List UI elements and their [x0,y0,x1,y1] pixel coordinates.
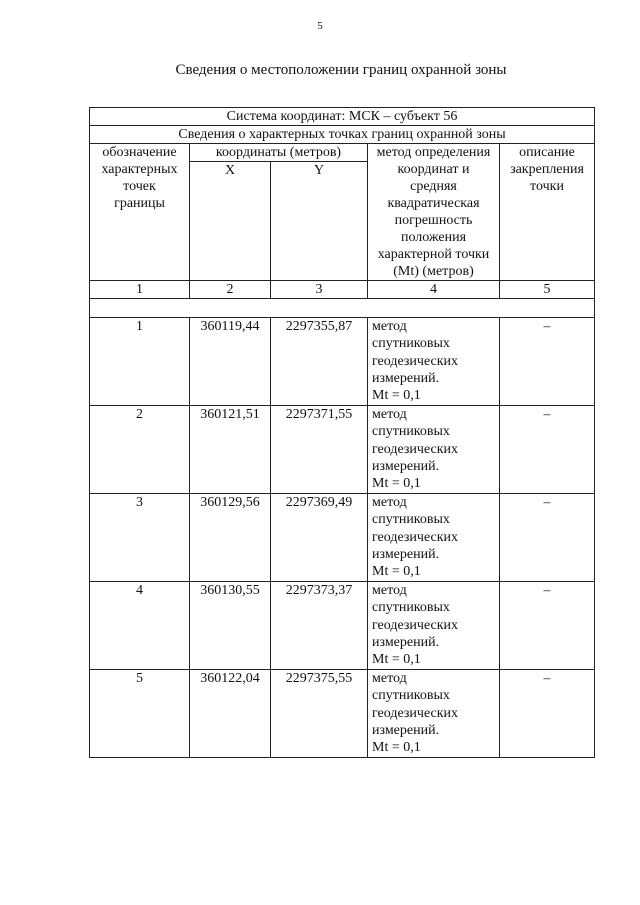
header-method-line: (Mt) (метров) [393,264,474,279]
method-line: спутниковых [372,424,450,440]
table-row [90,670,595,758]
point-number: 2 [90,406,190,494]
coordinates-table [89,107,595,758]
coordinate-system-cell: Система координат: МСК – субъект 56 [90,108,595,126]
method-line: спутниковых [372,512,450,528]
method-line: измерений. [372,370,440,386]
point-description: – [500,494,595,582]
page-number: 5 [317,20,323,32]
method-line: Mt = 0,1 [372,652,421,668]
method-line: Mt = 0,1 [372,564,421,580]
column-number: 5 [500,281,595,299]
header-designation-line: обозначение [102,145,177,160]
header-method-line: метод определения [376,145,491,160]
table-row [90,582,595,670]
point-number: 3 [90,494,190,582]
column-number: 3 [271,281,368,299]
header-designation-line: характерных [101,162,178,177]
header-description-line: точки [530,179,564,194]
point-description: – [500,406,595,494]
header-method-line: характерной точки [377,247,490,262]
method-line: метод [372,671,407,686]
coordinate-system-row [90,108,595,126]
header-method [368,144,500,281]
method-line: спутниковых [372,600,450,616]
method-line: Mt = 0,1 [372,740,421,756]
point-x: 360122,04 [190,670,271,758]
method-line: метод [372,583,407,598]
header-method-line: средняя [410,179,457,194]
method-line: метод [372,495,407,510]
column-number-row [90,281,595,299]
point-y: 2297375,55 [271,670,368,758]
point-description: – [500,318,595,406]
header-row [90,144,595,162]
point-number: 4 [90,582,190,670]
header-method-line: погрешность [394,213,473,228]
blank-cell [90,299,595,318]
point-y: 2297355,87 [271,318,368,406]
point-method [368,318,500,406]
header-description-line: закрепления [510,162,584,177]
point-method [368,406,500,494]
page-title: Сведения о местоположении границ охранной зоны [175,62,507,78]
method-line: измерений. [372,458,440,474]
table-row [90,406,595,494]
header-description-line: описание [519,145,575,160]
header-description [500,144,595,281]
method-line: Mt = 0,1 [372,388,421,404]
table-row [90,494,595,582]
header-coordinates: координаты (метров) [190,144,368,162]
method-line: спутниковых [372,336,450,352]
point-method [368,494,500,582]
blank-row [90,299,595,318]
method-line: метод [372,319,407,334]
point-method [368,582,500,670]
section-cell: Сведения о характерных точках границ охранной зоны [90,126,595,144]
method-line: геодезических [372,353,459,369]
point-description: – [500,582,595,670]
method-line: геодезических [372,617,459,633]
method-line: измерений. [372,546,440,562]
header-designation [90,144,190,281]
header-method-line: координат и [397,162,470,177]
point-x: 360129,56 [190,494,271,582]
method-line: Mt = 0,1 [372,476,421,492]
method-line: геодезических [372,441,459,457]
header-designation-line: границы [114,196,165,211]
method-line: измерений. [372,634,440,650]
point-number: 1 [90,318,190,406]
header-x: X [190,162,271,281]
method-line: геодезических [372,529,459,545]
point-x: 360119,44 [190,318,271,406]
section-row [90,126,595,144]
point-method [368,670,500,758]
point-x: 360130,55 [190,582,271,670]
header-designation-line: точек [123,179,156,194]
column-number: 4 [368,281,500,299]
header-method-line: квадратическая [387,196,480,211]
header-y: Y [271,162,368,281]
point-description: – [500,670,595,758]
method-line: спутниковых [372,688,450,704]
column-number: 2 [190,281,271,299]
point-number: 5 [90,670,190,758]
point-y: 2297369,49 [271,494,368,582]
column-number: 1 [90,281,190,299]
method-line: измерений. [372,722,440,738]
point-y: 2297373,37 [271,582,368,670]
point-x: 360121,51 [190,406,271,494]
method-line: геодезических [372,705,459,721]
header-method-line: положения [400,230,467,245]
method-line: метод [372,407,407,422]
point-y: 2297371,55 [271,406,368,494]
table-row [90,318,595,406]
